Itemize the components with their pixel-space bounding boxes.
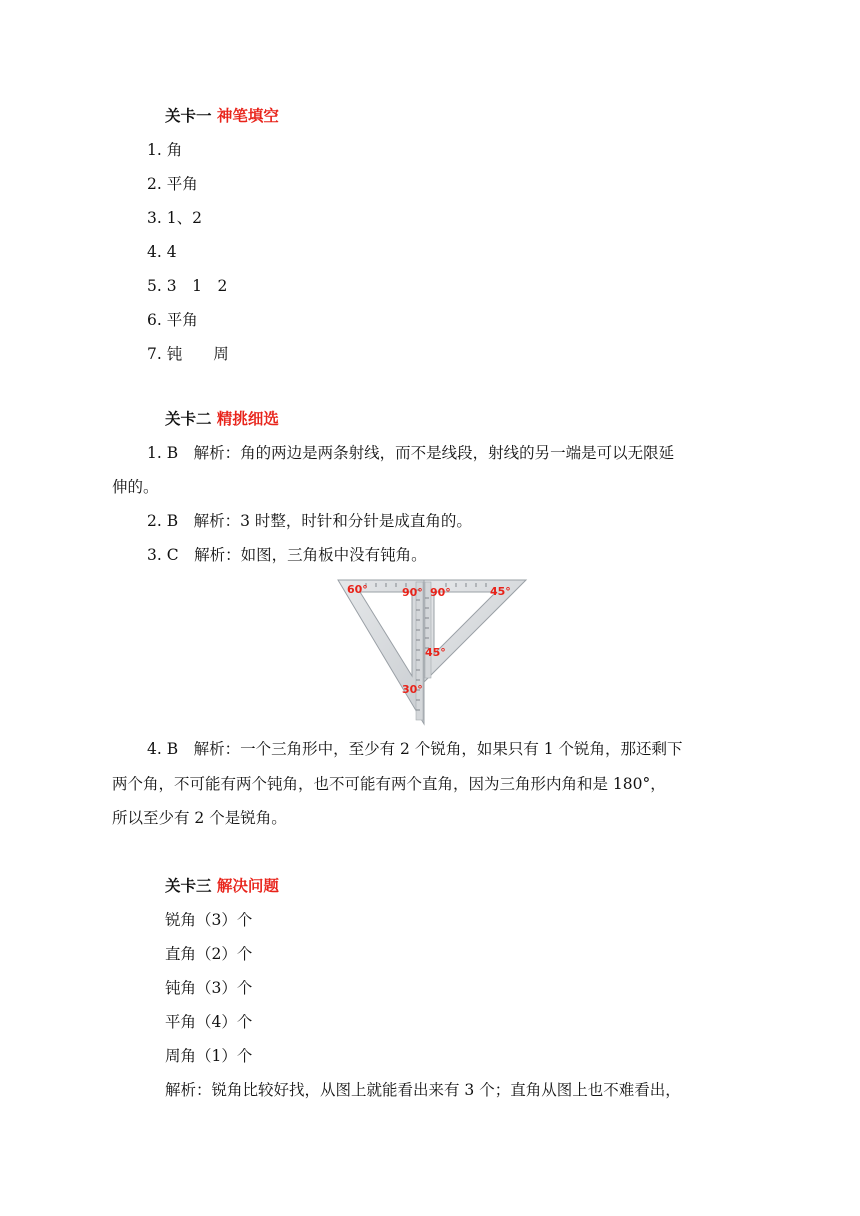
fill-item-1 [147, 140, 182, 160]
item-number: 7. [147, 345, 162, 363]
fill-item-3 [147, 208, 202, 228]
section1-title: 神笔填空 [216, 107, 279, 125]
item-number: 1. [147, 141, 162, 159]
section3-title: 解决问题 [216, 877, 279, 895]
count-obtuse: 钝角（3）个 [165, 979, 253, 997]
item-number: 6. [147, 311, 162, 329]
item-number: 2. [147, 175, 162, 193]
section1-heading [165, 106, 279, 126]
choice-q4-line1: 4. B 解析：一个三角形中，至少有 2 个锐角，如果只有 1 个锐角，那还剩下 [147, 740, 683, 758]
label-45-mid: 45° [425, 646, 446, 659]
fill-item-2 [147, 174, 198, 194]
set-square-30-60 [338, 580, 424, 724]
count-right: 直角（2）个 [165, 945, 253, 963]
section1-prefix: 关卡一 [165, 107, 212, 125]
count-straight: 平角（4）个 [165, 1013, 253, 1031]
fill-item-6 [147, 310, 198, 330]
count-acute: 锐角（3）个 [165, 911, 253, 929]
choice-q4-line2: 两个角，不可能有两个钝角，也不可能有两个直角，因为三角形内角和是 180°， [112, 775, 666, 793]
count-full: 周角（1）个 [165, 1047, 253, 1065]
choice-q1-line1: 1. B 解析：角的两边是两条射线，而不是线段，射线的另一端是可以无限延 [147, 444, 675, 462]
choice-q2: 2. B 解析：3 时整，时针和分针是成直角的。 [147, 512, 472, 530]
item-answer: 3 1 2 [166, 277, 228, 295]
label-90-left: 90° [402, 586, 423, 599]
label-90-right: 90° [430, 586, 451, 599]
label-60: 60° [347, 583, 368, 596]
item-number: 4. [147, 243, 162, 261]
choice-q1-line2: 伸的。 [112, 478, 159, 496]
section3-heading [165, 876, 279, 896]
item-answer: 角 [166, 141, 183, 159]
item-answer: 钝 周 [166, 345, 229, 363]
section2-title: 精挑细选 [216, 410, 279, 428]
item-answer: 4 [166, 243, 177, 261]
label-45-top: 45° [490, 585, 511, 598]
triangle-rulers-figure [336, 578, 528, 726]
fill-item-5 [147, 276, 227, 296]
item-answer: 平角 [166, 175, 198, 193]
item-number: 3. [147, 209, 162, 227]
item-answer: 1、2 [166, 209, 202, 227]
fill-item-7 [147, 344, 229, 364]
item-number: 5. [147, 277, 162, 295]
label-30: 30° [402, 683, 423, 696]
choice-q3: 3. C 解析：如图，三角板中没有钝角。 [147, 546, 427, 564]
section2-heading [165, 409, 279, 429]
choice-q4-line3: 所以至少有 2 个是锐角。 [112, 809, 287, 827]
item-answer: 平角 [166, 311, 198, 329]
section3-analysis: 解析：锐角比较好找，从图上就能看出来有 3 个；直角从图上也不难看出， [165, 1081, 681, 1099]
section3-prefix: 关卡三 [165, 877, 212, 895]
fill-item-4 [147, 242, 177, 262]
section2-prefix: 关卡二 [165, 410, 212, 428]
